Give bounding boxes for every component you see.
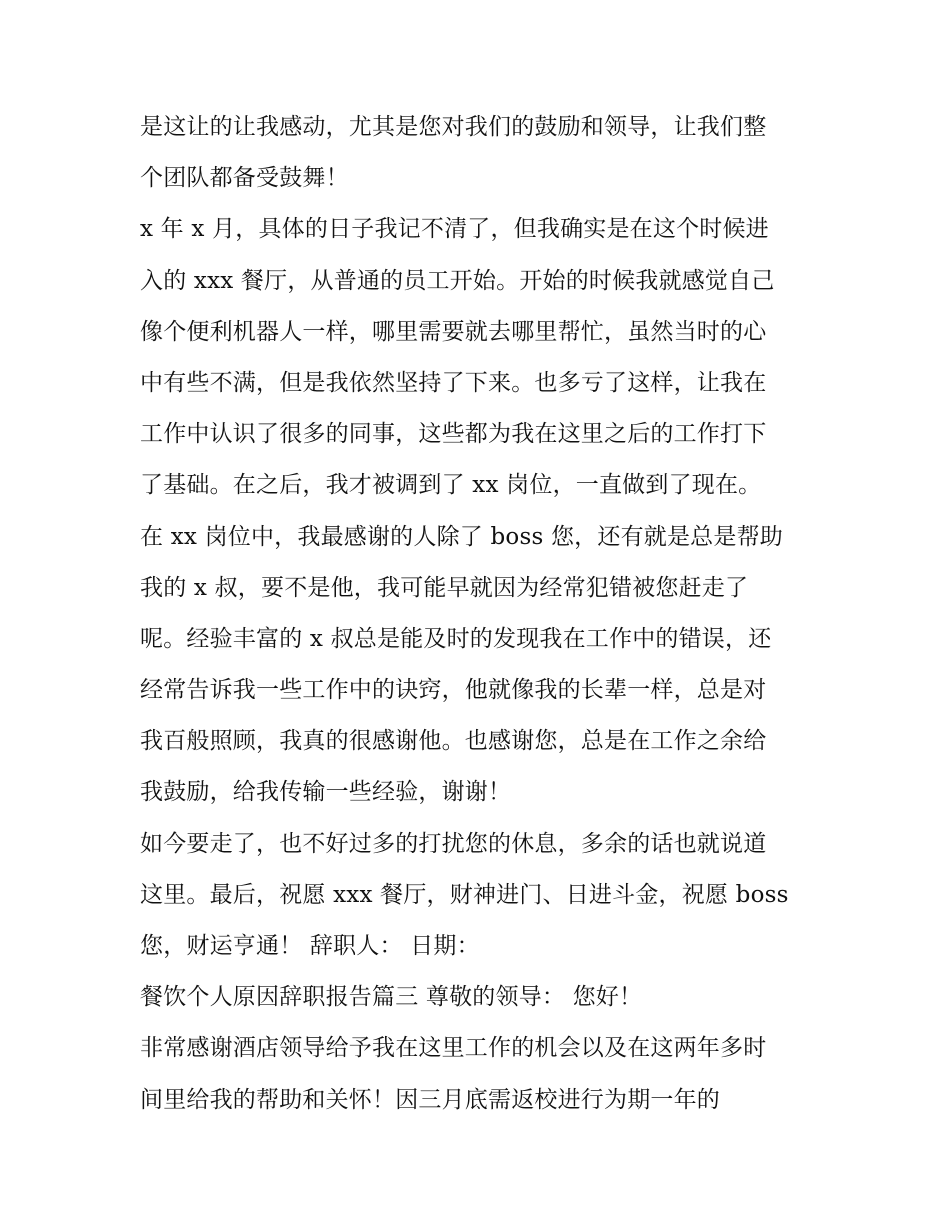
- text-line: 我百般照顾，我真的很感谢他。也感谢您，总是在工作之余给: [140, 728, 767, 755]
- text-line: 呢。经验丰富的 x 叔总是能及时的发现我在工作中的错误，还: [140, 625, 772, 652]
- text-line: 如今要走了，也不好过多的打扰您的休息，多余的话也就说道: [140, 830, 767, 857]
- text-line: 是这让的让我感动，尤其是您对我们的鼓励和领导，让我们整: [140, 114, 767, 140]
- text-line: 餐饮个人原因辞职报告篇三 尊敬的领导： 您好！: [140, 984, 643, 1011]
- text-line: 了基础。在之后，我才被调到了 xx 岗位，一直做到了现在。: [140, 472, 762, 499]
- text-line: 像个便利机器人一样，哪里需要就去哪里帮忙，虽然当时的心: [140, 318, 767, 345]
- text-line: 我的 x 叔，要不是他，我可能早就因为经常犯错被您赶走了: [140, 574, 749, 601]
- text-line: 在 xx 岗位中，我最感谢的人除了 boss 您，还有就是总是帮助: [140, 523, 783, 550]
- text-line: 非常感谢酒店领导给予我在这里工作的机会以及在这两年多时: [140, 1035, 767, 1062]
- text-line: 工作中认识了很多的同事，这些都为我在这里之后的工作打下: [140, 421, 767, 448]
- text-line: 我鼓励，给我传输一些经验，谢谢！: [140, 779, 512, 806]
- text-line: 您，财运亨通！ 辞职人： 日期：: [140, 933, 480, 959]
- text-line: 中有些不满，但是我依然坚持了下来。也多亏了这样，让我在: [140, 369, 767, 396]
- text-line: 这里。最后，祝愿 xxx 餐厅，财神进门、日进斗金，祝愿 boss: [140, 881, 789, 908]
- text-line: 间里给我的帮助和关怀！因三月底需返校进行为期一年的: [140, 1086, 720, 1113]
- text-line: 经常告诉我一些工作中的诀窍，他就像我的长辈一样，总是对: [140, 677, 767, 704]
- text-line: 个团队都备受鼓舞！: [140, 165, 349, 192]
- text-line: 入的 xxx 餐厅，从普通的员工开始。开始的时候我就感觉自己: [140, 267, 775, 294]
- text-line: x 年 x 月，具体的日子我记不清了，但我确实是在这个时候进: [140, 216, 769, 243]
- body-text: [140, 102, 820, 1126]
